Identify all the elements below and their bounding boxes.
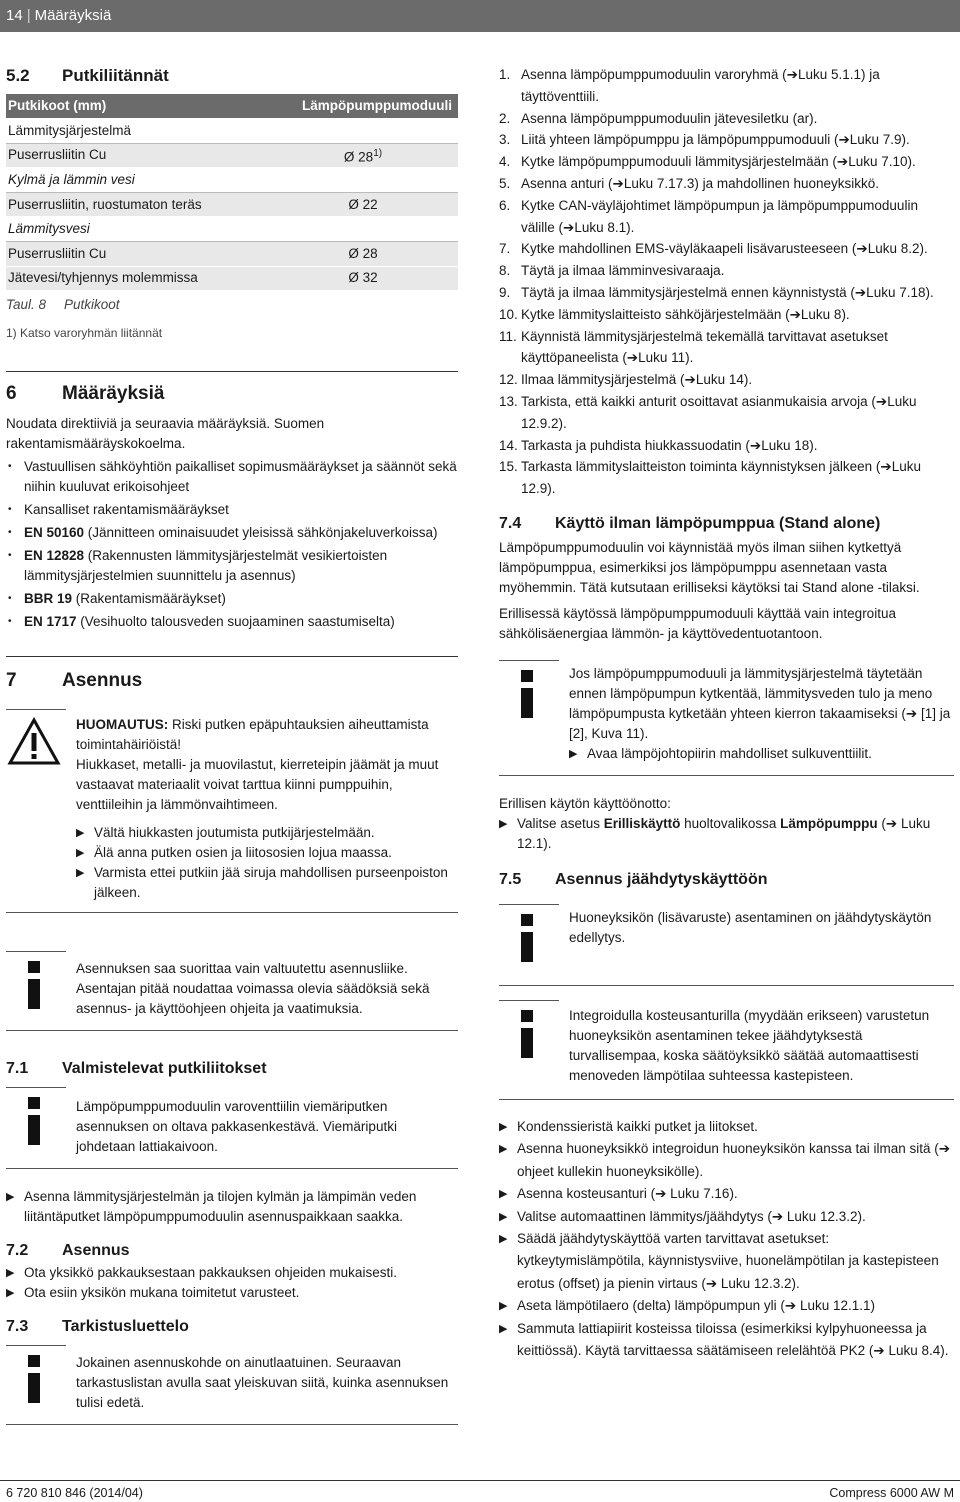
document-number: 6 720 810 846 (2014/04) [6, 1486, 143, 1500]
list-item: ▶ Säädä jäähdytyskäyttöä varten tarvittavat asetukset: kytkeytymislämpötila, käynnistysviive, huonelämpötilan ja kastepisteen erotus (offset) ja pienin virtaus (➔ Luku 12.3.2). [499, 1228, 954, 1295]
warning-notice [6, 709, 458, 913]
list-item: ▶ Ota yksikkö pakkauksestaan pakkauksen ohjeiden mukaisesti. [6, 1263, 458, 1283]
left-column [6, 64, 458, 1425]
info-notice-7-5-b: Integroidulla kosteusanturilla (myydään erikseen) varustetun huoneyksikön asentaminen tekee jäähdytyksestä turvallisempaa, koska säätöyksikkö säätää automaattisesti menoveden lämpötilaa suhteessa kastepisteen. [499, 1000, 954, 1100]
info-notice-7-4: Jos lämpöpumppumoduuli ja lämmitysjärjestelmä täytetään ennen lämpöpumpun kytkentää, lämmitysveden tulo ja meno lämpöpumpusta kytketään yhteen kierron takaamiseksi (➔ [1] ja [2], Kuva 11). ▶ Avaa lämpöjohtopiirin mahdolliset sulkuventtiilit. [499, 660, 954, 776]
list-item: • EN 50160 (Jännitteen ominaisuudet yleisissä sähkönjakeluverkoissa) [6, 523, 458, 543]
checklist-item: 10. Kytke lämmityslaitteisto sähköjärjestelmään (➔Luku 8). [499, 306, 850, 322]
info-icon [6, 1345, 62, 1413]
table-caption: Taul. 8 Putkikoot [6, 297, 120, 313]
list-item: ▶ Asenna kosteusanturi (➔ Luku 7.16). [499, 1183, 954, 1205]
table-row: Puserrusliitin Cu Ø 28$^{1)}$ [6, 143, 458, 168]
section-7-heading: 7 Asennus [6, 670, 143, 692]
list-item: • Kansalliset rakentamismääräykset [6, 500, 458, 520]
list-item: • EN 1717 (Vesihuolto talousveden suojaaminen saastumiselta) [6, 612, 458, 632]
table-row: Lämmitysvesi [6, 217, 458, 242]
installation-checklist [499, 64, 954, 500]
regulation-list [6, 457, 458, 632]
list-item: ▶ Valitse automaattinen lämmitys/jäähdytys (➔ Luku 12.3.2). [499, 1206, 954, 1228]
list-item: ▶ Älä anna putken osien ja liitososien lojua maassa. [76, 843, 458, 863]
warning-body: Hiukkaset, metalli- ja muovilastut, kierreteipin jäämät ja muut vastaavat materiaalit voivat tarttua kiinni pumppuihin, venttiileihin ja lämmönvaihtimeen. [76, 757, 439, 813]
right-column [499, 64, 954, 1362]
section-6-heading: 6 Määräyksiä [6, 383, 165, 405]
list-item: ▶ Sammuta lattiapiirit kosteissa tiloissa (esimerkiksi kylpyhuoneessa ja keittiössä). Käytä tarvittaessa säätämiseen relelähtöä PK2 (➔ Luku 8.4). [499, 1318, 954, 1363]
list-item: ▶ Valitse asetus Erilliskäyttö huoltovalikossa Lämpöpumppu (➔ Luku 12.1). [499, 814, 954, 854]
section-7-5-steps [499, 1116, 954, 1362]
checklist-item: 6. Kytke CAN-väyläjohtimet lämpöpumpun ja lämpöpumppumoduulin välille (➔Luku 8.1). [499, 197, 918, 235]
warning-triangle-icon [6, 709, 62, 903]
list-item: ▶ Aseta lämpötilaero (delta) lämpöpumpun yli (➔ Luku 12.1.1) [499, 1295, 954, 1317]
checklist-item: 1. Asenna lämpöpumppumoduulin varoryhmä (➔Luku 5.1.1) ja täyttöventtiili. [499, 67, 880, 104]
list-item: ▶ Varmista ettei putkiin jää siruja mahdollisen purseenpoiston jälkeen. [76, 863, 458, 903]
list-item: • BBR 19 (Rakentamismääräykset) [6, 589, 458, 609]
warning-title: HUOMAUTUS: Riski putken epäpuhtauksien aiheuttamista toimintahäiriöistä! [76, 717, 429, 753]
checklist-item: 7. Kytke mahdollinen EMS-väyläkaapeli lisävarusteeseen (➔Luku 8.2). [499, 241, 928, 257]
section-7-4-heading: 7.4 Käyttö ilman lämpöpumppua (Stand alone) [499, 514, 881, 532]
list-item: ▶ Asenna lämmitysjärjestelmän ja tilojen kylmän ja lämpimän veden liitäntäputket lämpöpumppumoduulin asennuspaikkaan saakka. [6, 1187, 458, 1227]
table-header-row: Putkikoot (mm) Lämpöpumppumoduuli [6, 94, 458, 119]
checklist-item: 15. Tarkasta lämmityslaitteiston toiminta käynnistyksen jälkeen (➔Luku 12.9). [499, 459, 921, 497]
checklist-item: 2. Asenna lämpöpumppumoduulin jätevesiletku (ar). [499, 110, 818, 126]
list-item: ▶ Kondenssieristä kaikki putket ja liitokset. [499, 1116, 954, 1138]
section-7-3-heading: 7.3 Tarkistusluettelo [6, 1318, 189, 1336]
section-7-4-paragraph-1: Lämpöpumppumoduulin voi käynnistää myös ilman siihen kytkettyä lämpöpumppua, esimerkiksi jos lämpöpumppu asennetaan vasta myöhemmin. Tätä kutsutaan erilliseksi käytöksi tai Stand alone -tilaksi. [499, 539, 920, 595]
section-7-2-steps [6, 1263, 458, 1303]
checklist-item: 9. Täytä ja ilmaa lämmitysjärjestelmä ennen käynnistystä (➔Luku 7.18). [499, 284, 934, 300]
info-icon [499, 1000, 555, 1086]
list-item: • EN 12828 (Rakennusten lämmitysjärjestelmät vesikiertoisten lämmitysjärjestelmien suunnittelu ja asennus) [6, 546, 458, 586]
section-7-1-heading: 7.1 Valmistelevat putkiliitokset [6, 1060, 267, 1078]
table-row: Lämmitysjärjestelmä [6, 119, 458, 144]
checklist-item: 12. Ilmaa lämmitysjärjestelmä (➔Luku 14). [499, 372, 753, 388]
info-icon [499, 904, 555, 964]
list-item: ▶ Ota esiin yksikön mukana toimitetut varusteet. [6, 1283, 458, 1303]
section-5-2-heading: 5.2 Putkiliitännät [6, 66, 169, 85]
info-icon [6, 951, 62, 1019]
info-icon [499, 660, 555, 764]
info-icon [6, 1087, 62, 1157]
list-item: • Vastuullisen sähköyhtiön paikalliset sopimusmääräykset ja säännöt sekä niihin kuuluvat erikoisohjeet [6, 457, 458, 497]
list-item: ▶ Vältä hiukkasten joutumista putkijärjestelmään. [76, 823, 458, 843]
info-notice-7-3: Jokainen asennuskohde on ainutlaatuinen. Seuraavan tarkastuslistan avulla saat yleiskuvan siitä, kuinka asennuksen tulisi edetä. [6, 1345, 458, 1425]
page-number: 14 [6, 7, 23, 24]
warning-steps [76, 823, 458, 903]
list-item: ▶ Avaa lämpöjohtopiirin mahdolliset sulkuventtiilit. [569, 744, 954, 764]
section-7-2-heading: 7.2 Asennus [6, 1242, 130, 1260]
info-notice-7: Asennuksen saa suorittaa vain valtuutettu asennusliike. Asentajan pitää noudattaa voimassa olevia säädöksiä sekä asennus- ja käyttöohjeen ohjeita ja vaatimuksia. [6, 951, 458, 1031]
checklist-item: 8. Täytä ja ilmaa lämminvesivaraaja. [499, 263, 725, 279]
table-row: Kylmä ja lämmin vesi [6, 168, 458, 193]
divider [6, 656, 458, 657]
table-footnote: 1) Katso varoryhmän liitännät [6, 326, 163, 341]
section-7-1-steps [6, 1187, 458, 1227]
product-name: Compress 6000 AW M [829, 1486, 954, 1500]
checklist-item: 4. Kytke lämpöpumppumoduuli lämmitysjärjestelmään (➔Luku 7.10). [499, 154, 916, 170]
section-7-5-heading: 7.5 Asennus jäähdytyskäyttöön [499, 870, 768, 888]
page-header: 14 | Määräyksiä [0, 0, 960, 32]
table-row: Jätevesi/tyhjennys molemmissa Ø 32 [6, 266, 458, 291]
standalone-startup-steps [499, 814, 954, 854]
checklist-item: 5. Asenna anturi (➔Luku 7.17.3) ja mahdollinen huoneyksikkö. [499, 175, 880, 191]
list-item: ▶ Asenna huoneyksikkö integroidun huoneyksikön kanssa tai ilman sitä (➔ ohjeet kullekin huoneyksikölle). [499, 1138, 954, 1183]
standalone-startup-label: Erillisen käytön käyttöönotto: [499, 795, 671, 811]
checklist-item: 11. Käynnistä lämmitysjärjestelmä tekemällä tarvittavat asetukset käyttöpaneelista (➔Luku 11). [499, 328, 888, 366]
section-7-4-paragraph-2: Erillisessä käytössä lämpöpumppumoduuli käyttää vain integroitua sähkölisäenergiaa lämmön- ja käyttövedentuotantoon. [499, 605, 896, 641]
header-title: Määräyksiä [34, 7, 112, 24]
info-notice-7-1: Lämpöpumppumoduulin varoventtiilin viemäriputken asennuksen on oltava pakkasenkestävä. Viemäriputki johdetaan lattiakaivoon. [6, 1087, 458, 1169]
pipe-size-table [6, 94, 458, 291]
section-6-intro: Noudata direktiiviä ja seuraavia määräyksiä. Suomen rakentamismääräyskokoelma. [6, 416, 325, 452]
checklist-item: 14. Tarkasta ja puhdista hiukkassuodatin (➔Luku 18). [499, 437, 818, 453]
table-row: Puserrusliitin Cu Ø 28 [6, 242, 458, 267]
divider [6, 371, 458, 372]
page-footer [0, 1480, 960, 1500]
table-row: Puserrusliitin, ruostumaton teräs Ø 22 [6, 192, 458, 217]
checklist-item: 13. Tarkista, että kaikki anturit osoittavat asianmukaisia arvoja (➔Luku 12.9.2). [499, 393, 917, 431]
checklist-item: 3. Liitä yhteen lämpöpumppu ja lämpöpumppumoduuli (➔Luku 7.9). [499, 132, 910, 148]
info-notice-7-5-a: Huoneyksikön (lisävaruste) asentaminen on jäähdytyskäytön edellytys. [499, 904, 954, 986]
